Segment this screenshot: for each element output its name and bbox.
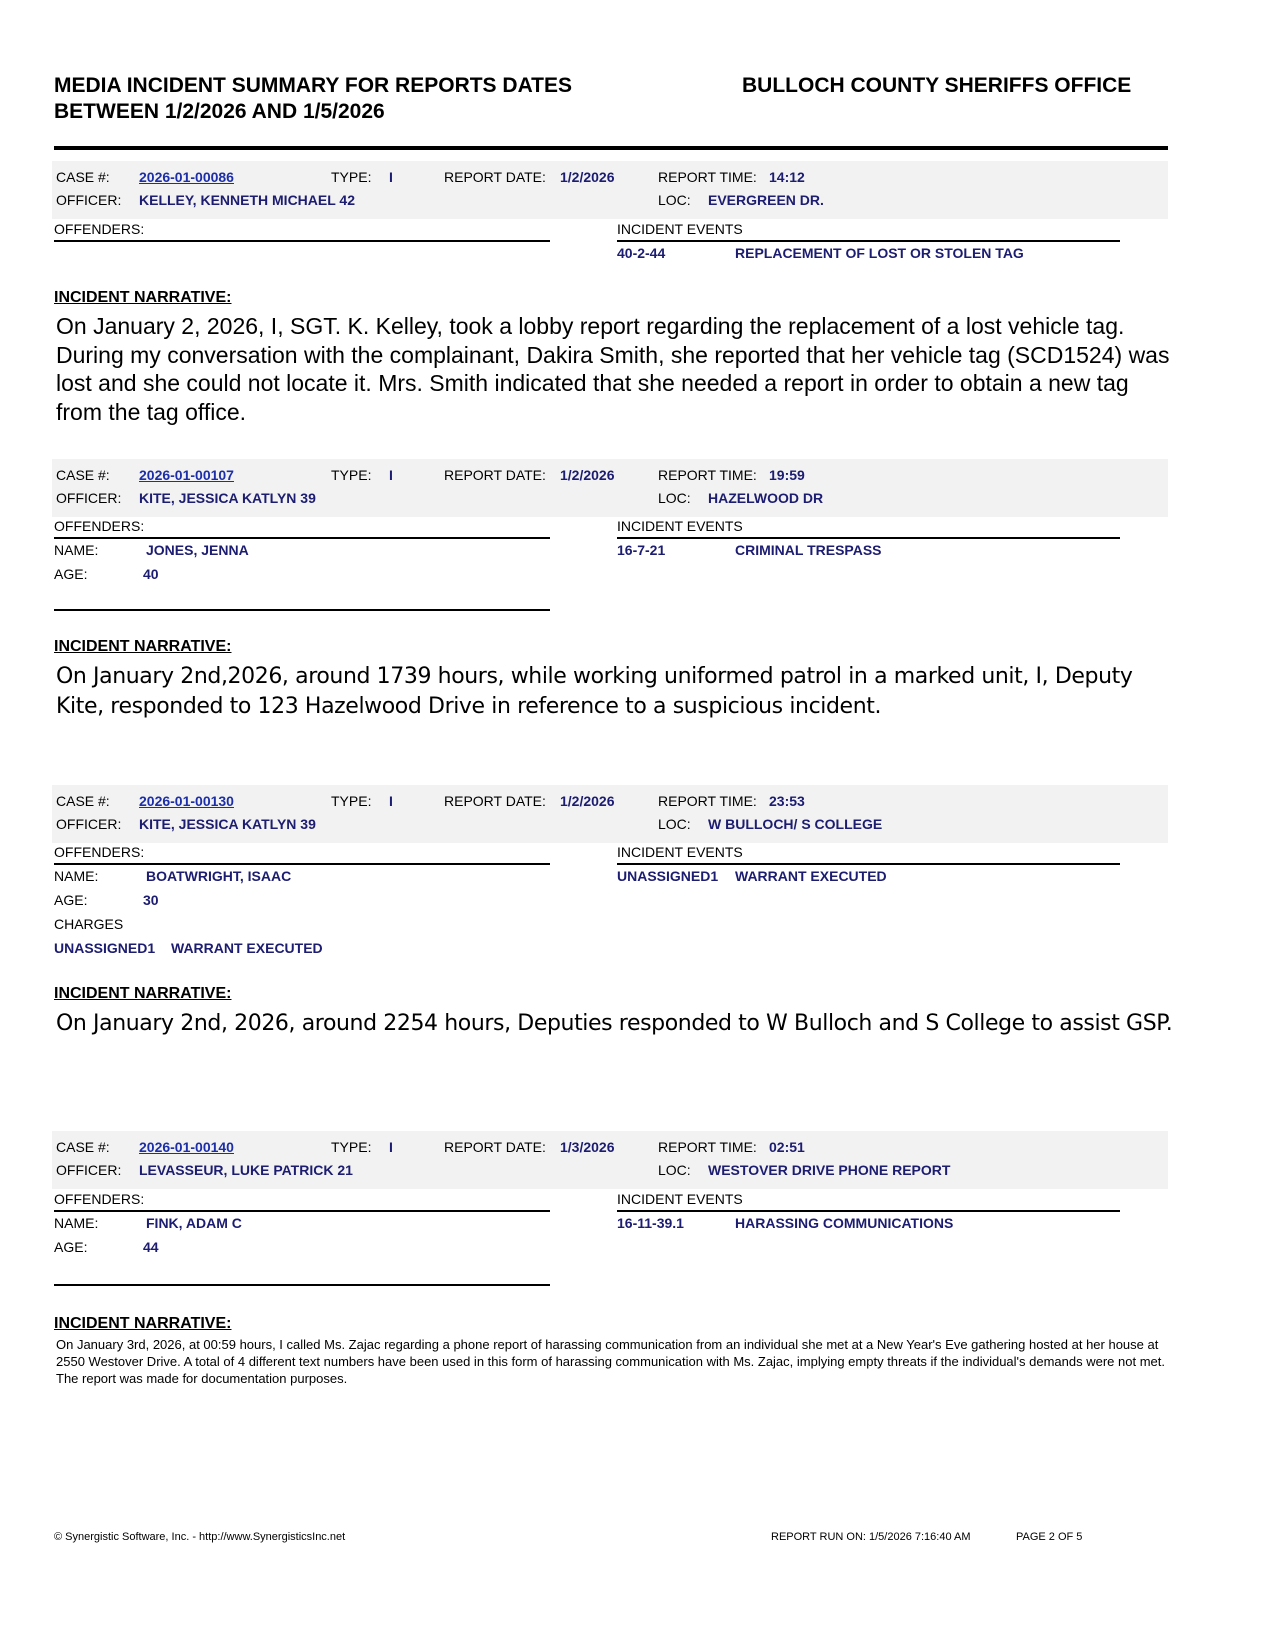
location-value: EVERGREEN DR. [708,192,824,208]
officer-value: KITE, JESSICA KATLYN 39 [139,816,316,832]
report-date-value: 1/2/2026 [560,793,615,809]
report-time-label: REPORT TIME: [658,1139,757,1155]
type-value: I [389,1139,393,1155]
report-title-line1: MEDIA INCIDENT SUMMARY FOR REPORTS DATES [54,74,573,97]
offenders-underline [54,537,550,539]
location-value: W BULLOCH/ S COLLEGE [708,816,883,832]
location-value: WESTOVER DRIVE PHONE REPORT [708,1162,951,1178]
narrative-text: On January 2nd, 2026, around 2254 hours, Deputies responded to W Bulloch and S College to assist GSP. [56,1011,1173,1036]
offender-name-value: BOATWRIGHT, ISAAC [146,868,292,884]
case-number-label: CASE #: [56,1139,110,1155]
case-number-link[interactable]: 2026-01-00086 [139,169,234,185]
event-description: HARASSING COMMUNICATIONS [735,1215,954,1231]
incident-events-underline [617,1210,1120,1212]
footer-page-number: PAGE 2 OF 5 [1016,1531,1083,1543]
type-label: TYPE: [331,467,372,483]
report-time-value: 02:51 [769,1139,805,1155]
event-code: UNASSIGNED1 [617,868,719,884]
narrative-heading: INCIDENT NARRATIVE: [54,1315,232,1332]
charge-description: WARRANT EXECUTED [171,940,323,956]
incident-events-label: INCIDENT EVENTS [617,1191,743,1207]
offender-age-value: 40 [143,566,159,582]
case-number-link[interactable]: 2026-01-00107 [139,467,234,483]
incident-events-underline [617,240,1120,242]
narrative-heading: INCIDENT NARRATIVE: [54,638,232,655]
offender-name-label: NAME: [54,1215,99,1231]
officer-label: OFFICER: [56,192,122,208]
officer-label: OFFICER: [56,490,122,506]
incident-events-underline [617,537,1120,539]
type-label: TYPE: [331,1139,372,1155]
incident-events-underline [617,863,1120,865]
narrative-heading: INCIDENT NARRATIVE: [54,985,232,1002]
officer-label: OFFICER: [56,1162,122,1178]
offenders-underline [54,863,550,865]
type-value: I [389,169,393,185]
type-label: TYPE: [331,793,372,809]
event-code: 40-2-44 [617,245,666,261]
footer-report-run: REPORT RUN ON: 1/5/2026 7:16:40 AM [771,1531,971,1543]
event-code: 16-7-21 [617,542,666,558]
report-time-label: REPORT TIME: [658,467,757,483]
case-number-label: CASE #: [56,467,110,483]
report-date-value: 1/3/2026 [560,1139,615,1155]
offender-name-value: FINK, ADAM C [146,1215,242,1231]
offenders-label: OFFENDERS: [54,221,145,237]
offenders-label: OFFENDERS: [54,1191,145,1207]
agency-name: BULLOCH COUNTY SHERIFFS OFFICE [742,74,1132,97]
incident-events-label: INCIDENT EVENTS [617,518,743,534]
offender-name-label: NAME: [54,542,99,558]
offenders-underline [54,1210,550,1212]
officer-value: KELLEY, KENNETH MICHAEL 42 [139,192,355,208]
report-date-value: 1/2/2026 [560,169,615,185]
charge-code: UNASSIGNED1 [54,940,156,956]
report-title-line2: BETWEEN 1/2/2026 AND 1/5/2026 [54,100,385,123]
type-value: I [389,467,393,483]
narrative-heading: INCIDENT NARRATIVE: [54,289,232,306]
incident-events-label: INCIDENT EVENTS [617,221,743,237]
report-time-value: 19:59 [769,467,805,483]
location-label: LOC: [658,192,691,208]
footer-copyright: © Synergistic Software, Inc. - http://www.SynergisticsInc.net [54,1531,346,1543]
location-label: LOC: [658,1162,691,1178]
report-date-label: REPORT DATE: [444,793,546,809]
narrative-text: On January 2, 2026, I, SGT. K. Kelley, took a lobby report regarding the replacement of a lost vehicle tag. During my conversation with the complainant, Dakira Smith, she reported that her vehicle tag (SCD1524) was lost and she could not locate it. Mrs. Smith indicated that she needed a report in order to obtain a new tag from the tag office. [56,313,1170,425]
report-time-value: 23:53 [769,793,805,809]
report-date-value: 1/2/2026 [560,467,615,483]
report-date-label: REPORT DATE: [444,169,546,185]
offender-age-label: AGE: [54,892,88,908]
type-label: TYPE: [331,169,372,185]
narrative-text: On January 3rd, 2026, at 00:59 hours, I called Ms. Zajac regarding a phone report of harassing communication from an individual she met at a New Year's Eve gathering hosted at her house at 2550 Westover Drive. A total of 4 different text numbers have been used in this form of harassing communication with Ms. Zajac, implying empty threats if the individual's demands were not met. The report was made for documentation purposes. [56,1337,1165,1386]
location-label: LOC: [658,490,691,506]
case-number-link[interactable]: 2026-01-00130 [139,793,234,809]
charges-label: CHARGES [54,916,124,932]
offender-block-bottom-rule [54,609,550,611]
report-time-value: 14:12 [769,169,805,185]
offender-age-label: AGE: [54,566,88,582]
event-description: REPLACEMENT OF LOST OR STOLEN TAG [735,245,1024,261]
officer-label: OFFICER: [56,816,122,832]
offender-name-label: NAME: [54,868,99,884]
event-description: WARRANT EXECUTED [735,868,887,884]
offender-name-value: JONES, JENNA [146,542,249,558]
officer-value: LEVASSEUR, LUKE PATRICK 21 [139,1162,353,1178]
offender-age-value: 44 [143,1239,159,1255]
location-label: LOC: [658,816,691,832]
offenders-label: OFFENDERS: [54,518,145,534]
offender-age-label: AGE: [54,1239,88,1255]
case-number-label: CASE #: [56,169,110,185]
case-number-link[interactable]: 2026-01-00140 [139,1139,234,1155]
event-code: 16-11-39.1 [617,1215,684,1231]
offenders-underline [54,240,550,242]
report-time-label: REPORT TIME: [658,169,757,185]
header-divider [54,146,1168,150]
type-value: I [389,793,393,809]
offender-age-value: 30 [143,892,159,908]
offender-block-bottom-rule [54,1284,550,1286]
narrative-text: On January 2nd,2026, around 1739 hours, while working uniformed patrol in a marked unit, I, Deputy Kite, responded to 123 Hazelwood Drive in reference to a suspicious incident. [56,664,1133,719]
officer-value: KITE, JESSICA KATLYN 39 [139,490,316,506]
location-value: HAZELWOOD DR [708,490,824,506]
event-description: CRIMINAL TRESPASS [735,542,882,558]
report-date-label: REPORT DATE: [444,1139,546,1155]
report-time-label: REPORT TIME: [658,793,757,809]
incident-events-label: INCIDENT EVENTS [617,844,743,860]
case-number-label: CASE #: [56,793,110,809]
report-date-label: REPORT DATE: [444,467,546,483]
offenders-label: OFFENDERS: [54,844,145,860]
